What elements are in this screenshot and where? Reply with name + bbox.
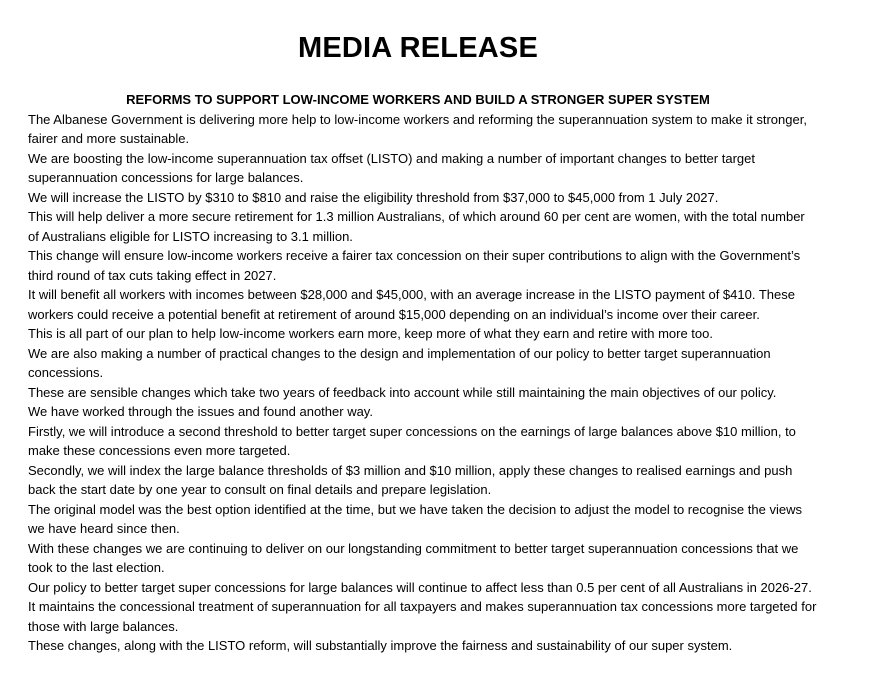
paragraph: We are boosting the low-income superannuation tax offset (LISTO) and making a number of important changes to better target superannuation concessions for large balances. [28,150,755,185]
paragraph: Firstly, we will introduce a second threshold to better target super concessions on the earnings of large balances above $10 million, to make these concessions even more targeted. [28,423,796,458]
release-body [28,110,818,656]
paragraph: Secondly, we will index the large balance thresholds of $3 million and $10 million, apply these changes to realised earnings and push back the start date by one year to consult on final details and prepare legislation. [28,462,793,497]
paragraph: Our policy to better target super concessions for large balances will continue to affect less than 0.5 per cent of all Australians in 2026-27. [28,579,812,595]
paragraph: We have worked through the issues and found another way. [28,404,373,419]
paragraph: The Albanese Government is delivering more help to low-income workers and reforming the superannuation system to make it stronger, fairer and more sustainable. [28,111,807,146]
paragraph: We are also making a number of practical changes to the design and implementation of our policy to better target superannuation concessions. [28,345,771,380]
paragraph: This is all part of our plan to help low-income workers earn more, keep more of what they earn and retire with more too. [28,326,713,341]
paragraph: These are sensible changes which take two years of feedback into account while still maintaining the main objectives of our policy. [28,384,777,400]
paragraph: With these changes we are continuing to deliver on our longstanding commitment to better target superannuation concessions that we took to the last election. [28,540,799,575]
paragraph: This will help deliver a more secure retirement for 1.3 million Australians, of which around 60 per cent are women, with the total number of Australians eligible for LISTO increasing to 3.1 million. [28,209,805,244]
paragraph: We will increase the LISTO by $310 to $810 and raise the eligibility threshold from $37,000 to $45,000 from 1 July 2027. [28,189,719,205]
paragraph: This change will ensure low-income workers receive a fairer tax concession on their super contributions to align with the Government’s third round of tax cuts taking effect in 2027. [28,248,801,283]
page-title: MEDIA RELEASE [298,32,538,64]
paragraph: It maintains the concessional treatment of superannuation for all taxpayers and makes superannuation tax concessions more targeted for those with large balances. [28,599,817,634]
release-subtitle: REFORMS TO SUPPORT LOW-INCOME WORKERS AND BUILD A STRONGER SUPER SYSTEM [126,92,710,107]
paragraph: These changes, along with the LISTO reform, will substantially improve the fairness and sustainability of our super system. [28,638,733,653]
paragraph: The original model was the best option identified at the time, but we have taken the decision to adjust the model to recognise the views we have heard since then. [28,501,802,536]
paragraph: It will benefit all workers with incomes between $28,000 and $45,000, with an average increase in the LISTO payment of $410. These workers could receive a potential benefit at retirement of around $15,000 depending on an individual’s income over their career. [28,287,795,322]
